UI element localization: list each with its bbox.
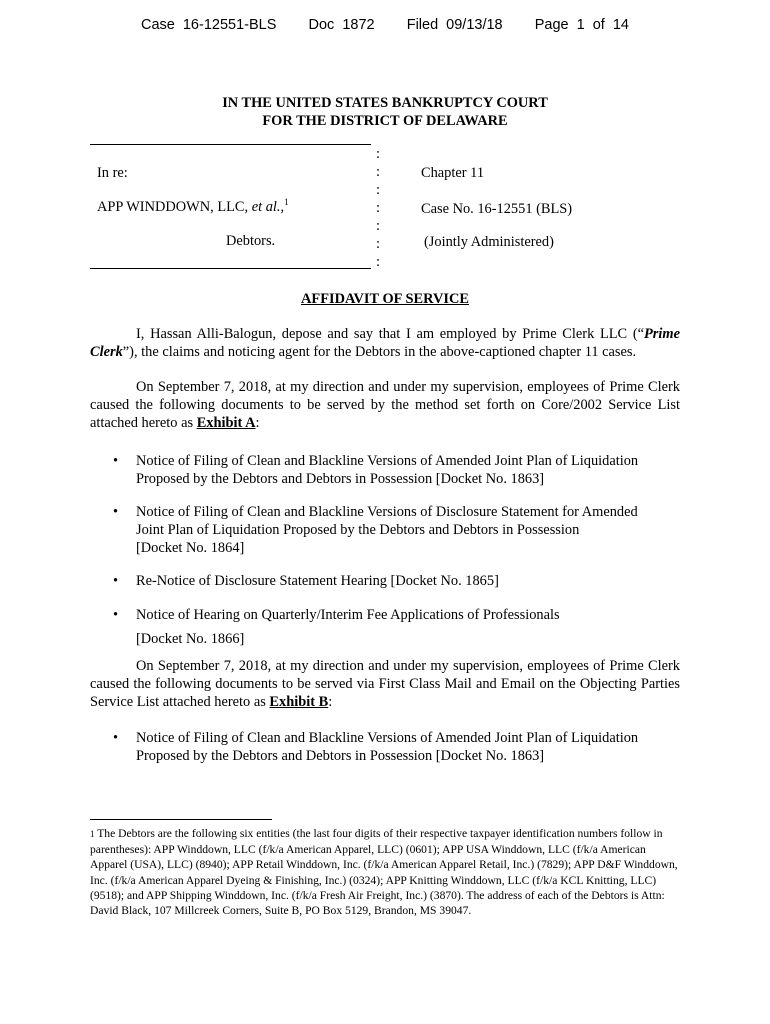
caption-in-re: In re:: [97, 165, 128, 181]
document-title: AFFIDAVIT OF SERVICE: [301, 291, 469, 307]
caption-debtor-name: APP WINDDOWN, LLC, et al.,$^1$: [97, 197, 289, 215]
service-paragraph-b: [90, 657, 680, 711]
footnote-text: The Debtors are the following six entities (the last four digits of their respective taxpayer identification numbers follow in parentheses): APP Winddown, LLC (f/k/a American Apparel, LLC) (0601); APP USA Winddown, LLC (f/k/a American Apparel (USA), LLC) (8940); APP Retail Winddown, Inc. (f/k/a American Apparel Retail, Inc.) (7829); APP D&F Winddown, Inc. (f/k/a American Apparel Dyeing & Finishing, Inc.) (0324); APP Knitting Winddown, LLC (f/k/a KCL Knitting, LLC) (9518); and APP Shipping Winddown, Inc. (f/k/a Fresh Air Freight, Inc.) (3870). The address of each of the Debtors is Attn: David Black, 107 Millcreek Corners, Suite B, PO Box 5129, Brandon, MS 39047.: [90, 827, 678, 918]
bullet-glyph: •: [113, 730, 119, 746]
court-title-line2: FOR THE DISTRICT OF DELAWARE: [262, 113, 508, 129]
caption-colon: :: [376, 200, 380, 216]
bullet-glyph: •: [113, 607, 119, 623]
intro-paragraph: [90, 325, 680, 361]
list-item: [136, 606, 681, 648]
caption-colon: :: [376, 254, 380, 270]
footnote-divider: [90, 819, 272, 820]
bullet-glyph: •: [113, 504, 119, 520]
caption-colon: :: [376, 236, 380, 252]
list-item-line: Proposed by the Debtors and Debtors in Possession [Docket No. 1863]: [136, 471, 545, 487]
exhibit-a-reference: Exhibit A: [196, 415, 256, 431]
court-title-line1: IN THE UNITED STATES BANKRUPTCY COURT: [222, 95, 548, 111]
list-item: [136, 729, 681, 765]
et-al: et al.: [251, 199, 281, 215]
header-page: Page 1 of 14: [534, 17, 629, 33]
list-item-line: Re-Notice of Disclosure Statement Hearing [Docket No. 1865]: [136, 573, 499, 589]
exhibit-b-reference: Exhibit B: [269, 694, 329, 710]
caption-colon: :: [376, 182, 380, 198]
service-paragraph-a: [90, 378, 680, 432]
list-item: [136, 452, 681, 488]
list-item-line: Notice of Filing of Clean and Blackline Versions of Disclosure Statement for Amended: [136, 504, 638, 520]
header-doc: Doc 1872: [308, 17, 375, 33]
bullet-glyph: •: [113, 453, 119, 469]
caption-colon: :: [376, 164, 380, 180]
caption-debtors-label: Debtors.: [226, 233, 276, 249]
intro-text-1: I, Hassan Alli-Balogun, depose and say that I am employed by Prime Clerk LLC (“: [136, 326, 645, 342]
bullet-glyph: •: [113, 573, 119, 589]
list-item: [136, 503, 681, 557]
footnote-ref: 1: [284, 197, 289, 208]
caption-chapter: Chapter 11: [421, 165, 485, 181]
service-a-text: On September 7, 2018, at my direction and under my supervision, employees of Prime Clerk caused the following documents to be served by the method set forth on Core/2002 Service List attached hereto as: [90, 379, 680, 431]
caption-colon: :: [376, 218, 380, 234]
filing-header: [0, 16, 770, 34]
service-b-end: :: [328, 694, 333, 710]
list-item-line: Notice of Filing of Clean and Blackline Versions of Amended Joint Plan of Liquidation: [136, 453, 639, 469]
debtor-name: APP WINDDOWN, LLC,: [97, 199, 249, 215]
list-item: [136, 572, 681, 590]
footnote: [90, 826, 680, 918]
service-a-end: :: [255, 415, 260, 431]
caption-colon: :: [376, 146, 380, 162]
list-item-line: Proposed by the Debtors and Debtors in Possession [Docket No. 1863]: [136, 748, 545, 764]
caption-top-rule: [90, 144, 371, 145]
list-item-line: Notice of Hearing on Quarterly/Interim Fee Applications of Professionals: [136, 607, 560, 623]
defined-term-prime-clerk: Prime Clerk: [90, 326, 680, 360]
intro-text-2: ”), the claims and noticing agent for the Debtors in the above-captioned chapter 11 cases.: [122, 344, 637, 360]
service-b-text: On September 7, 2018, at my direction and under my supervision, employees of Prime Clerk caused the following documents to be served via First Class Mail and Email on the Objecting Parties Service List attached hereto as: [90, 658, 680, 710]
list-item-line: Notice of Filing of Clean and Blackline Versions of Amended Joint Plan of Liquidation: [136, 730, 639, 746]
header-case: Case 16-12551-BLS: [140, 17, 277, 33]
list-item-line: Joint Plan of Liquidation Proposed by the Debtors and Debtors in Possession: [136, 522, 580, 538]
caption-bottom-rule: [90, 268, 371, 269]
caption-jointly-administered: (Jointly Administered): [424, 234, 554, 250]
list-item-line: [Docket No. 1864]: [136, 540, 245, 556]
list-item-line: [Docket No. 1866]: [136, 631, 245, 647]
footnote-mark: 1: [90, 829, 95, 839]
header-filed: Filed 09/13/18: [406, 17, 503, 33]
caption-case-number: Case No. 16-12551 (BLS): [421, 201, 573, 217]
